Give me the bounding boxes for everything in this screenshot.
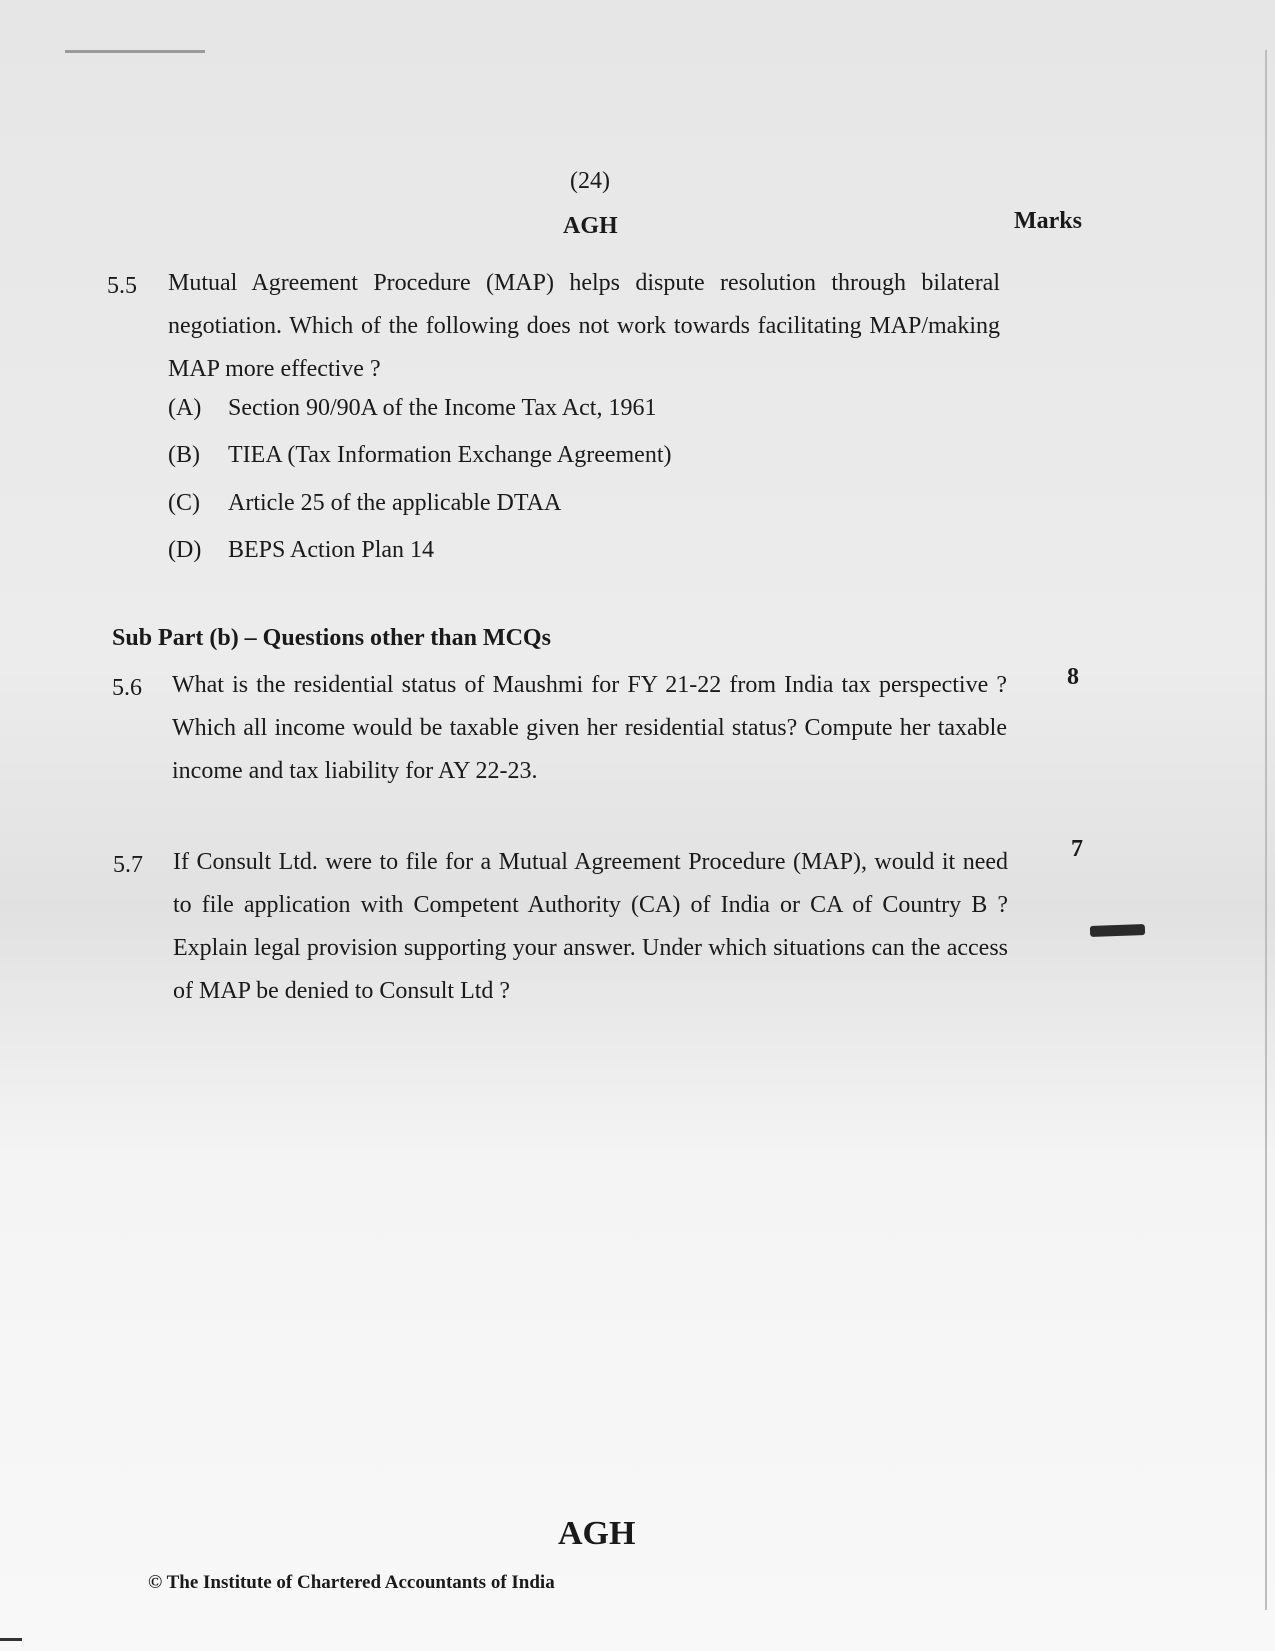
option-letter: (A) xyxy=(168,395,202,421)
question-number-5-7: 5.7 xyxy=(113,852,143,878)
question-text-5-6: What is the residential status of Maushmi for FY 21-22 from India tax perspective ? Which all income would be taxable given her residential status? Compute her taxable income and tax liability for AY 22-23. xyxy=(172,672,1007,784)
option-letter: (C) xyxy=(168,490,200,516)
paper-code-footer: AGH xyxy=(558,1515,636,1552)
page-edge-shadow xyxy=(1265,50,1267,1610)
question-number-5-5: 5.5 xyxy=(107,273,137,299)
question-text-5-7: If Consult Ltd. were to file for a Mutual Agreement Procedure (MAP), would it need to file application with Competent Authority (CA) of India or CA of Country B ? Explain legal provision supporting your answer. Under which situations can the access of MAP be denied to Consult Ltd ? xyxy=(173,849,1008,1004)
option-text: Section 90/90A of the Income Tax Act, 1961 xyxy=(228,395,657,421)
option-a xyxy=(168,395,656,422)
question-text-5-5: Mutual Agreement Procedure (MAP) helps dispute resolution through bilateral negotiation. Which of the following does not work towards facilitating MAP/making MAP more effective ? xyxy=(168,270,1000,382)
option-text: TIEA (Tax Information Exchange Agreement) xyxy=(228,442,672,468)
option-letter: (B) xyxy=(168,442,200,468)
option-b xyxy=(168,442,671,469)
margin-mark xyxy=(1090,924,1145,937)
option-letter: (D) xyxy=(168,537,202,563)
copyright-notice: © The Institute of Chartered Accountants of India xyxy=(148,1572,555,1593)
option-text: Article 25 of the applicable DTAA xyxy=(228,490,562,516)
marks-5-6: 8 xyxy=(1067,664,1079,690)
scan-artifact xyxy=(65,50,205,53)
option-c xyxy=(168,490,561,517)
question-number-5-6: 5.6 xyxy=(112,675,142,701)
scan-artifact-bottom xyxy=(0,1638,22,1641)
page-number: (24) xyxy=(570,168,610,194)
option-d xyxy=(168,537,434,564)
option-text: BEPS Action Plan 14 xyxy=(228,537,435,563)
marks-5-7: 7 xyxy=(1071,836,1083,862)
subpart-heading: Sub Part (b) – Questions other than MCQs xyxy=(112,625,551,651)
paper-code-header: AGH xyxy=(563,213,618,239)
marks-column-header: Marks xyxy=(1014,208,1082,234)
